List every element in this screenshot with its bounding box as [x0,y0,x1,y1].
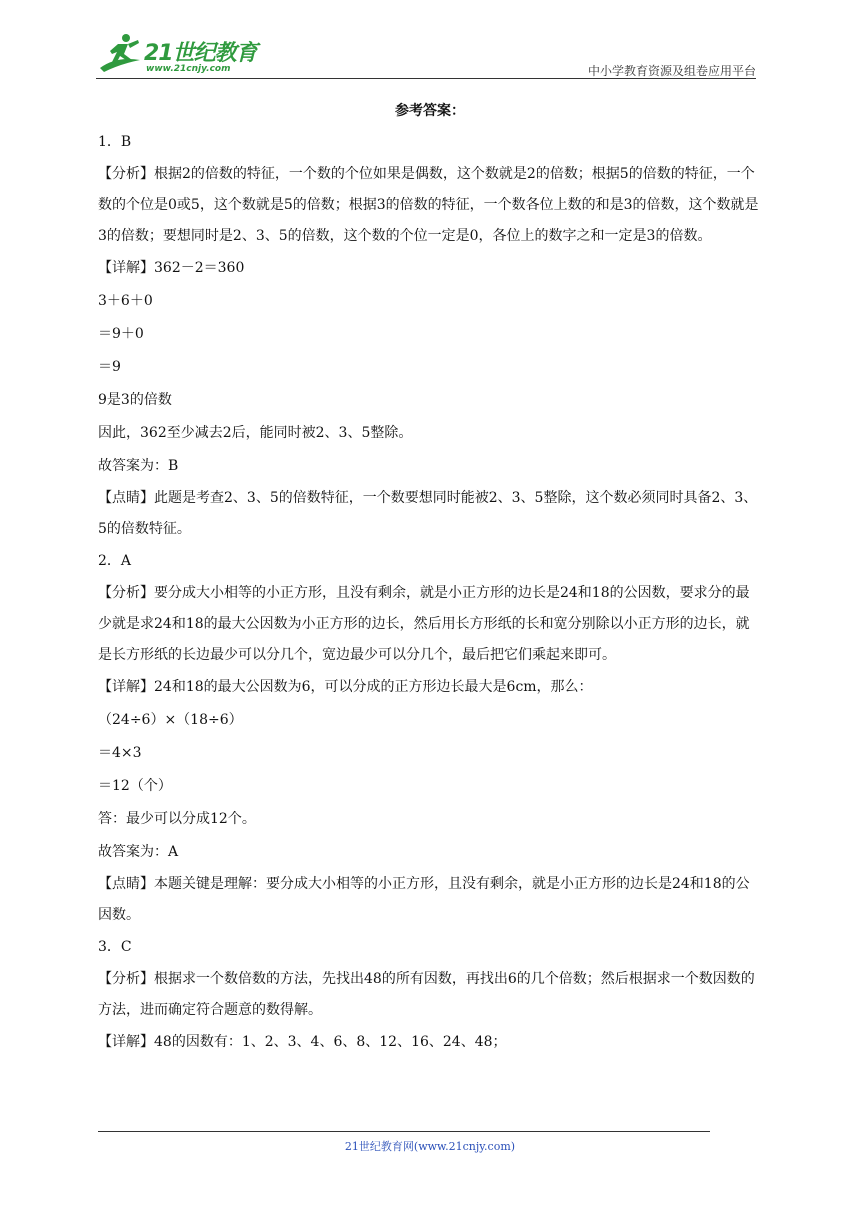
paragraph: 1．B [98,134,132,150]
page-title: 参考答案： [395,103,465,119]
paragraph: 【点睛】此题是考查2、3、5的倍数特征，一个数要想同时能被2、3、5整除，这个数必须同时具备2、3、5的倍数特征。 [98,490,758,537]
paragraph: 故答案为：A [98,844,179,860]
paragraph: 答：最少可以分成12个。 [98,811,256,827]
page-header [96,30,756,78]
paragraph: 【分析】要分成大小相等的小正方形，且没有剩余，就是小正方形的边长是24和18的公因数，要求分的最少就是求24和18的最大公因数为小正方形的边长，然后用长方形纸的长和宽分别除以小正方形的边长，就是长方形纸的长边最少可以分几个，宽边最少可以分几个，最后把它们乘起来即可。 [98,585,750,663]
paragraph: 【详解】24和18的最大公因数为6，可以分成的正方形边长最大是6cm，那么： [98,679,593,695]
logo-url: www.21cnjy.com [146,64,231,74]
paragraph: ＝9＋0 [98,326,144,342]
logo [96,30,266,78]
footer-divider [98,1131,710,1132]
paragraph: 【详解】362－2＝360 [98,260,245,276]
paragraph: （24÷6）×（18÷6） [98,712,243,728]
paragraph: 因此，362至少减去2后，能同时被2、3、5整除。 [98,425,413,441]
platform-name: 中小学教育资源及组卷应用平台 [587,64,756,78]
paragraph: 9是3的倍数 [98,392,172,408]
paragraph: ＝12（个） [98,778,172,794]
paragraph: 3．C [98,939,132,955]
header-divider [96,78,756,79]
paragraph: 3＋6＋0 [98,293,153,309]
paragraph: 故答案为：B [98,458,179,474]
paragraph: ＝9 [98,359,121,375]
paragraph: 【点睛】本题关键是理解：要分成大小相等的小正方形，且没有剩余，就是小正方形的边长是24和18的公因数。 [98,876,750,923]
paragraph: ＝4×3 [98,745,142,761]
footer-link[interactable]: 21世纪教育网(www.21cnjy.com) [344,1140,516,1153]
logo-text: 21世纪教育 [144,41,257,66]
runner-logo-icon [96,30,144,74]
paragraph: 【详解】48的因数有：1、2、3、4、6、8、12、16、24、48； [98,1034,507,1050]
paragraph: 2．A [98,553,132,569]
paragraph: 【分析】根据求一个数倍数的方法，先找出48的所有因数，再找出6的几个倍数；然后根据求一个数因数的方法，进而确定符合题意的数得解。 [98,971,755,1018]
paragraph: 【分析】根据2的倍数的特征，一个数的个位如果是偶数，这个数就是2的倍数；根据5的倍数的特征，一个数的个位是0或5，这个数就是5的倍数；根据3的倍数的特征，一个数各位上数的和是3的倍数，这个数就是3的倍数；要想同时是2、3、5的倍数，这个数的个位一定是0，各位上的数字之和一定是3的倍数。 [98,166,759,244]
answer-content [98,126,760,1059]
